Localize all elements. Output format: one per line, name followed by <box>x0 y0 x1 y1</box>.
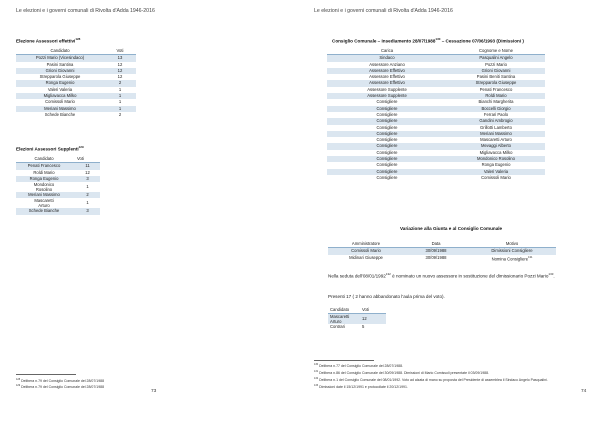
table-cell: Schede Bianche <box>16 208 72 214</box>
table-cell: Bianchi Margherita <box>478 99 514 105</box>
table-cell: Nomina Consigliere$^{131}$ <box>491 255 533 261</box>
table-cell: 12 <box>85 169 90 175</box>
table-cell: Mevaggi Alberto <box>447 143 545 149</box>
table-row <box>16 198 100 208</box>
table-cell: Consigliere <box>327 106 447 112</box>
footnote-ref: 129 <box>78 145 84 149</box>
table-cell: 12 <box>360 314 386 325</box>
running-head: Le elezioni e i governi comunali di Rivolta d'Adda 1946-2016 <box>16 8 155 14</box>
table-cell: Consigliere <box>376 149 398 155</box>
table-row <box>328 324 386 330</box>
table-row <box>16 192 100 198</box>
table-cell: Migliavacca Milko <box>16 93 104 99</box>
table-row <box>16 55 136 62</box>
footnote-separator <box>16 374 76 375</box>
table-assessori-supplenti <box>16 156 100 215</box>
table-row <box>328 248 556 255</box>
section-title-assessori-supplenti: Elezioni Assessori Supplenti$^{129}$ <box>16 145 84 152</box>
table-header-row <box>328 241 556 248</box>
table-cell: Migliavacca Milko <box>479 149 513 155</box>
footnote-ref: 131 <box>528 255 533 259</box>
table-cell: Roldi Mario <box>447 93 545 99</box>
footnote: $^{130}$ Delibera n.77 del Consiglio Comunale del 28/07/1988. <box>314 363 404 369</box>
column-header-voti: Voti <box>104 48 136 55</box>
table-cell: Consigliere <box>376 174 398 180</box>
table-cell: 12 <box>117 61 123 67</box>
table-cell: Strepparola Giuseppe <box>39 74 81 80</box>
table-cell: Valeri Valeria <box>447 169 545 175</box>
table-row <box>16 112 136 118</box>
table-cell: Grioni Giovanni <box>447 68 545 74</box>
column-header-amministratore: Amministratore <box>328 241 404 248</box>
table-cell: 2 <box>118 111 122 117</box>
table-cell: 11 <box>72 163 100 170</box>
footnote-ref: 130 <box>435 37 441 41</box>
table-cell: Assessore Effettivo <box>327 68 447 74</box>
footnotes-block <box>314 362 586 391</box>
table-cell: 1 <box>118 99 122 105</box>
table-cell: Schede Bianche <box>44 111 76 117</box>
table-cell: Dimissioni Consigliere <box>468 248 556 255</box>
table-row <box>16 182 100 192</box>
column-header-motivo: Motivo <box>468 241 556 248</box>
column-header-voti: Voti <box>360 307 386 314</box>
footnote: $^{128}$ Delibera n.79 del Consiglio Comunale del 28/07/1988 <box>16 378 105 384</box>
table-cell: Consigliere <box>327 156 447 162</box>
footnote: $^{133}$ Dimissioni date il 15/12/1991 e protocollate il 20/12/1991. <box>314 384 408 390</box>
column-header-carica: Carica <box>327 48 447 55</box>
table-cell: Gandini Ambrogio <box>447 118 545 124</box>
column-header-candidato: Candidato <box>16 48 104 55</box>
table-cell: Mondonico Rosolino <box>447 156 545 162</box>
footnote: $^{131}$ Delibera n.86 del Consiglio Comunale del 30/09/1988. Dimissioni di Mario Comissoli presentate il 03/09/1988. <box>314 370 490 376</box>
table-cell: Consigliere <box>376 137 398 143</box>
table-cell: Consigliere <box>327 143 447 149</box>
table-cell: 3 <box>72 176 100 182</box>
table-assessori-effettivi <box>16 48 136 118</box>
column-header-cognome-nome: Cognome e Nome <box>447 48 545 55</box>
table-cell: 2 <box>72 192 100 198</box>
table-cell: Pasini Santina <box>46 61 74 67</box>
page-number: 73 <box>151 389 157 394</box>
column-header-data: Data <box>404 241 468 248</box>
table-cell: 1 <box>86 200 89 206</box>
table-cell: Ronga Eugenio <box>16 80 104 86</box>
table-cell: Boccelli Giorgio <box>447 106 545 112</box>
table-cell: Ronga Eugenio <box>481 162 511 168</box>
table-cell: Meriani Massimo <box>16 106 104 112</box>
table-cell: Strepparola Giuseppe <box>447 80 545 86</box>
table-row <box>327 175 545 181</box>
section-title-consiglio-comunale: Consiglio Comunale – Insediamento 28/07/1988$^{130}$ – Cessazione 07/06/1993 (Dimissioni ) <box>332 37 524 44</box>
table-cell: Sindaco <box>327 55 447 62</box>
table-row <box>16 163 100 170</box>
table-cell: Mascaretti Arturo <box>328 314 360 325</box>
table-cell: Consigliere <box>376 99 398 105</box>
footnote: $^{129}$ Delibera n.79 del Consiglio Comunale del 28/07/1988 <box>16 384 105 390</box>
table-cell: Consigliere <box>327 169 447 175</box>
table-cell: Comissoli Mario <box>45 99 75 105</box>
table-cell: Contrari <box>330 324 345 330</box>
table-cell: Midinari Giuseppe <box>349 255 383 261</box>
table-cell: Penati Francesco <box>16 163 72 170</box>
table-cell: Meriani Massimo <box>16 192 72 198</box>
table-header-row <box>16 48 136 55</box>
table-cell: Assessore Supplente <box>327 93 447 99</box>
paragraph-nomina-assessore: Nella seduta dell'08/01/1992$^{132}$ è nominato un nuovo assessore in sostituzione del dimissionario Pozzi Mario$^{133}$. <box>328 272 555 279</box>
table-cell: Consigliere <box>376 124 398 130</box>
table-cell: 5 <box>362 324 365 330</box>
table-row <box>327 55 545 62</box>
table-cell: Grioni Giovanni <box>16 68 104 74</box>
section-title-assessori-effettivi: Elezione Assessori effettivi$^{128}$ <box>16 37 81 44</box>
table-cell: Valeri Valeria <box>47 86 73 92</box>
table-cell: Roldi Mario <box>33 169 55 175</box>
table-row <box>328 314 386 325</box>
table-cell: Consigliere <box>376 162 398 168</box>
table-cell: 1 <box>104 93 136 99</box>
table-nomina-voti <box>328 307 386 331</box>
table-cell: Assessore Supplente <box>367 86 407 92</box>
table-cell: 1 <box>86 184 89 190</box>
table-cell: Comissoli Mario <box>328 248 404 255</box>
paragraph-presenti: Presenti 17 ( 2 hanno abbandonato l'aula prima del voto). <box>328 294 445 299</box>
table-cell: Ferrari Paolo <box>483 111 509 117</box>
table-cell: Mondonico Rosolino <box>33 182 55 193</box>
table-cell: Meriani Massimo <box>447 131 545 137</box>
table-cell: Mascaretti Arturo <box>480 137 512 143</box>
table-row <box>328 255 556 263</box>
table-cell: 13 <box>104 55 136 62</box>
page-number: 74 <box>581 389 587 394</box>
table-cell: Comissoli Mario <box>481 174 511 180</box>
section-title-variazione: Variazione alla Giunta e al Consiglio Comunale <box>400 226 503 231</box>
table-cell: 30/09/1988 <box>404 248 468 255</box>
table-cell: Consigliere <box>327 131 447 137</box>
table-header-row <box>16 156 100 163</box>
footnote-ref: 128 <box>75 37 81 41</box>
table-cell: Penati Francesco <box>479 86 513 92</box>
table-row <box>16 208 100 214</box>
column-header-candidato: Candidato <box>16 156 72 163</box>
table-cell: Pozzi Mario <box>485 61 507 67</box>
table-cell: 1 <box>118 86 122 92</box>
table-cell: Assessore Anziano <box>369 61 405 67</box>
table-cell: Consigliere <box>327 118 447 124</box>
footnote: $^{132}$ Delibera n.1 del Consiglio Comunale del 08/01/1992. Voto ad alzata di mano su proposta del Presidente di assemblea il Sindaco Angelo Pasqualini. <box>314 377 548 383</box>
table-cell: 30/09/1988 <box>425 255 447 261</box>
table-consiglio-comunale <box>327 48 545 181</box>
table-cell: Grillotti Lamberto <box>480 124 512 130</box>
table-cell: Mascaretti Arturo <box>34 198 54 209</box>
right-page <box>300 0 600 424</box>
table-cell: Pasini Beniti Santina <box>476 74 516 80</box>
table-cell: 1 <box>104 106 136 112</box>
table-cell: Consigliere <box>376 111 398 117</box>
table-cell: Assessore Effettivo <box>369 74 405 80</box>
table-cell: 12 <box>104 68 136 74</box>
column-header-candidato: Candidato <box>328 307 360 314</box>
table-cell: 12 <box>117 74 123 80</box>
column-header-voti: Voti <box>72 156 100 163</box>
table-cell: Ronga Eugenio <box>16 176 72 182</box>
running-head: Le elezioni e i governi comunali di Rivolta d'Adda 1946-2016 <box>314 8 453 14</box>
table-cell: 2 <box>104 80 136 86</box>
table-cell: Assessore Effettivo <box>327 80 447 86</box>
table-header-row <box>327 48 545 55</box>
table-header-row <box>328 307 386 314</box>
table-cell: Pasqualini Angelo <box>447 55 545 62</box>
footnote-separator <box>314 360 374 361</box>
table-cell: 3 <box>72 208 100 214</box>
table-cell: Pozzi Mario (Vicesindaco) <box>16 55 104 62</box>
table-variazione <box>328 241 556 262</box>
